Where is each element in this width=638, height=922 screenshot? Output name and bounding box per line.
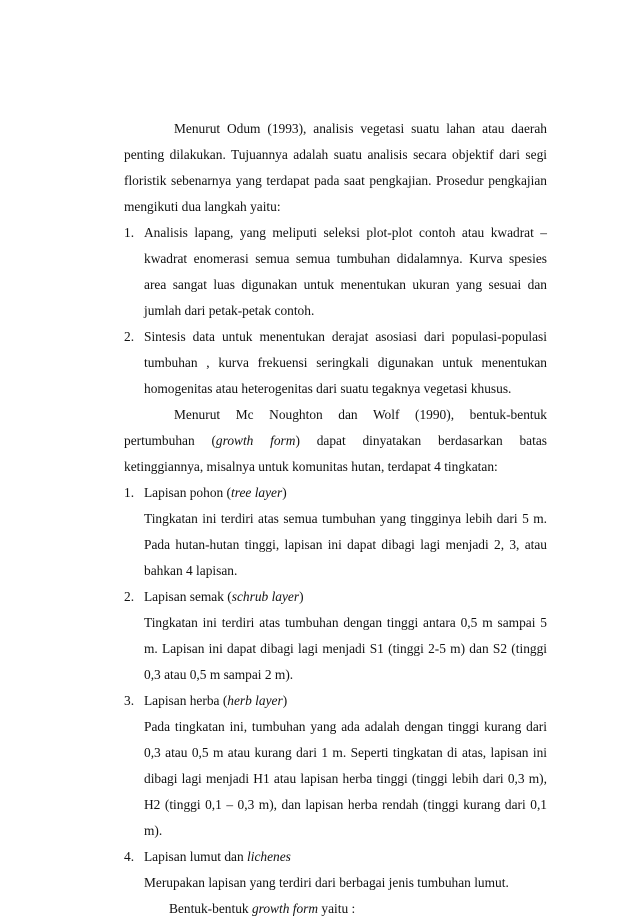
list-item-text: Pada tingkatan ini, tumbuhan yang ada adalah dengan tinggi kurang dari 0,3 atau 0,5 m atau kurang dari 1 m. Seperti tingkatan di atas, lapisan ini dibagi lagi menjadi H1 atau lapisan herba tinggi (tinggi lebih dari 0,3 m), H2 (tinggi 0,1 – 0,3 m), dan lapisan herba rendah (tinggi kurang dari 0,1 m). xyxy=(144,719,547,838)
list-item-text: Sintesis data untuk menentukan derajat asosiasi dari populasi-populasi tumbuhan , kurva frekuensi seringkali digunakan untuk menentukan homogenitas atau heterogenitas dari suatu tegaknya vegetasi khusus. xyxy=(144,329,547,396)
list-number: 1. xyxy=(124,485,135,500)
italic-term: tree layer xyxy=(231,485,283,500)
list-item-text: Merupakan lapisan yang terdiri dari berbagai jenis tumbuhan lumut. xyxy=(144,875,509,890)
list-item-title xyxy=(144,844,547,870)
list-number: 2. xyxy=(124,589,135,604)
list-number: 4. xyxy=(124,849,135,864)
list-item-text: Tingkatan ini terdiri atas tumbuhan dengan tinggi antara 0,5 m sampai 5 m. Lapisan ini dapat dibagi lagi menjadi S1 (tinggi 2-5 m) dan S2 (tinggi 0,3 atau 0,5 m sampai 2 m). xyxy=(144,615,547,682)
title-text: Lapisan semak ( xyxy=(144,589,232,604)
list-item-title xyxy=(144,688,547,714)
list-item xyxy=(124,324,547,402)
analysis-steps-list xyxy=(124,220,547,402)
list-number: 1. xyxy=(124,225,135,240)
paragraph-mcnoughton xyxy=(124,402,547,480)
italic-term: herb layer xyxy=(227,693,283,708)
paragraph-text: yaitu : xyxy=(318,901,356,916)
italic-term: lichenes xyxy=(247,849,291,864)
list-item xyxy=(124,480,547,584)
title-text: Lapisan herba ( xyxy=(144,693,228,708)
list-item-text: Analisis lapang, yang meliputi seleksi plot-plot contoh atau kwadrat – kwadrat enomerasi semua semua tumbuhan didalamnya. Kurva spesies area sangat luas digunakan untuk menentukan ukuran yang sesuai dan jumlah dari petak-petak contoh. xyxy=(144,225,547,318)
list-item-text: Tingkatan ini terdiri atas semua tumbuhan yang tingginya lebih dari 5 m. Pada hutan-hutan tinggi, lapisan ini dapat dibagi lagi menjadi 2, 3, atau bahkan 4 lapisan. xyxy=(144,511,547,578)
list-item xyxy=(124,220,547,324)
paragraph-odum: Menurut Odum (1993), analisis vegetasi suatu lahan atau daerah penting dilakukan. Tujuannya adalah suatu analisis secara objektif dari segi floristik sebenarnya yang terdapat pada saat pengkajian. Prosedur pengkajian mengikuti dua langkah yaitu: xyxy=(124,121,547,214)
title-text: Lapisan lumut dan xyxy=(144,849,248,864)
list-item-title xyxy=(144,480,547,506)
paragraph-text: Menurut Mc Noughton dan Wolf (1990), bentuk-bentuk pertumbuhan ( xyxy=(124,407,547,448)
italic-term: schrub layer xyxy=(231,589,300,604)
paragraph-text: Bentuk-bentuk xyxy=(169,901,252,916)
body-text xyxy=(124,116,547,922)
title-text: ) xyxy=(299,589,304,604)
layers-list xyxy=(124,480,547,896)
italic-term: growth form xyxy=(215,433,296,448)
list-item xyxy=(124,688,547,844)
list-item xyxy=(124,844,547,896)
list-number: 2. xyxy=(124,329,135,344)
list-item-title xyxy=(144,584,547,610)
paragraph-text: ) dapat dinyatakan berdasarkan batas ketinggiannya, misalnya untuk komunitas hutan, terdapat 4 tingkatan: xyxy=(124,433,547,474)
title-text: ) xyxy=(282,485,287,500)
list-item xyxy=(124,584,547,688)
title-text: Lapisan pohon ( xyxy=(144,485,232,500)
paragraph-growth-form xyxy=(124,896,547,922)
title-text: ) xyxy=(282,693,288,708)
list-number: 3. xyxy=(124,693,135,708)
italic-term: growth form xyxy=(251,901,319,916)
